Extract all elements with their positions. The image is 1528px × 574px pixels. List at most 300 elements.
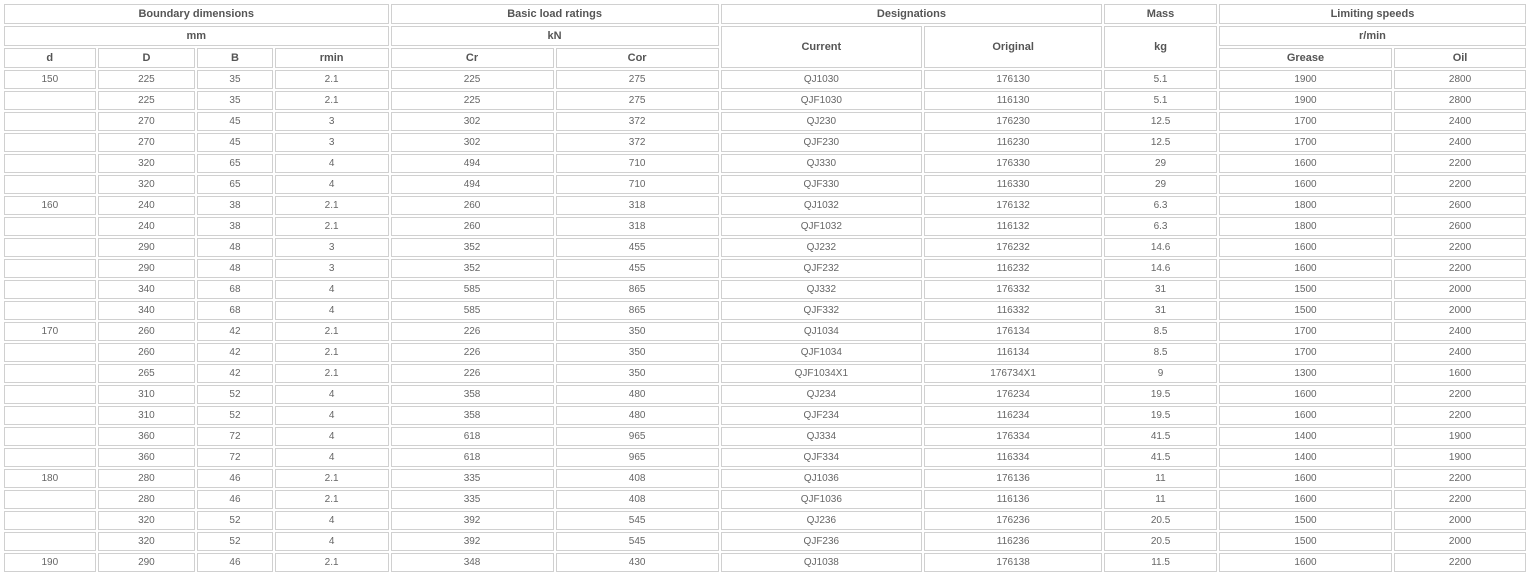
cell-cor: 275 (556, 91, 719, 110)
cell-B: 45 (197, 112, 272, 131)
table-row (4, 364, 1526, 383)
cell-mass: 8.5 (1104, 343, 1217, 362)
cell-rmin: 4 (275, 427, 389, 446)
cell-original: 116132 (924, 217, 1102, 236)
cell-cor: 865 (556, 301, 719, 320)
cell-cor: 372 (556, 112, 719, 131)
cell-original: 116330 (924, 175, 1102, 194)
cell-cor: 350 (556, 343, 719, 362)
cell-grease: 1400 (1219, 427, 1392, 446)
cell-B: 72 (197, 448, 272, 467)
cell-grease: 1600 (1219, 406, 1392, 425)
cell-B: 65 (197, 154, 272, 173)
cell-grease: 1700 (1219, 322, 1392, 341)
cell-current: QJ236 (721, 511, 922, 530)
table-row (4, 490, 1526, 509)
cell-d (4, 217, 96, 236)
cell-D: 225 (98, 70, 196, 89)
cell-oil: 2200 (1394, 385, 1526, 404)
cell-mass: 6.3 (1104, 196, 1217, 215)
cell-rmin: 4 (275, 406, 389, 425)
cell-d: 150 (4, 70, 96, 89)
cell-mass: 31 (1104, 280, 1217, 299)
cell-B: 52 (197, 532, 272, 551)
cell-D: 320 (98, 532, 196, 551)
cell-cr: 302 (391, 112, 554, 131)
cell-B: 48 (197, 259, 272, 278)
header-cor: Cor (556, 48, 719, 68)
cell-B: 42 (197, 322, 272, 341)
header-B: B (197, 48, 272, 68)
cell-current: QJF236 (721, 532, 922, 551)
cell-cr: 585 (391, 301, 554, 320)
cell-B: 52 (197, 385, 272, 404)
cell-oil: 2200 (1394, 406, 1526, 425)
header-boundary-dimensions: Boundary dimensions (4, 4, 389, 24)
cell-cr: 225 (391, 91, 554, 110)
cell-cor: 408 (556, 469, 719, 488)
cell-rmin: 4 (275, 175, 389, 194)
cell-current: QJF1034X1 (721, 364, 922, 383)
cell-D: 360 (98, 427, 196, 446)
cell-d: 180 (4, 469, 96, 488)
cell-original: 176230 (924, 112, 1102, 131)
cell-rmin: 2.1 (275, 217, 389, 236)
cell-original: 176232 (924, 238, 1102, 257)
cell-rmin: 2.1 (275, 70, 389, 89)
cell-cr: 225 (391, 70, 554, 89)
cell-current: QJ232 (721, 238, 922, 257)
cell-mass: 20.5 (1104, 511, 1217, 530)
cell-D: 320 (98, 154, 196, 173)
cell-current: QJF1032 (721, 217, 922, 236)
cell-mass: 31 (1104, 301, 1217, 320)
table-row (4, 280, 1526, 299)
cell-D: 360 (98, 448, 196, 467)
cell-mass: 19.5 (1104, 385, 1217, 404)
cell-cor: 372 (556, 133, 719, 152)
cell-cr: 226 (391, 343, 554, 362)
cell-d (4, 175, 96, 194)
cell-grease: 1900 (1219, 91, 1392, 110)
cell-oil: 1600 (1394, 364, 1526, 383)
cell-current: QJ334 (721, 427, 922, 446)
cell-current: QJF1034 (721, 343, 922, 362)
cell-D: 280 (98, 490, 196, 509)
cell-B: 42 (197, 343, 272, 362)
cell-cor: 965 (556, 448, 719, 467)
header-cr: Cr (391, 48, 554, 68)
cell-original: 116332 (924, 301, 1102, 320)
cell-cor: 480 (556, 385, 719, 404)
cell-current: QJF334 (721, 448, 922, 467)
cell-D: 225 (98, 91, 196, 110)
cell-mass: 41.5 (1104, 427, 1217, 446)
cell-mass: 29 (1104, 154, 1217, 173)
cell-mass: 11 (1104, 469, 1217, 488)
cell-current: QJ1036 (721, 469, 922, 488)
cell-oil: 2200 (1394, 469, 1526, 488)
cell-d (4, 280, 96, 299)
header-unit-kg: kg (1104, 26, 1217, 68)
cell-d (4, 406, 96, 425)
cell-oil: 2200 (1394, 154, 1526, 173)
cell-grease: 1600 (1219, 259, 1392, 278)
table-row (4, 322, 1526, 341)
cell-cr: 585 (391, 280, 554, 299)
cell-current: QJF1036 (721, 490, 922, 509)
table-row (4, 238, 1526, 257)
cell-D: 280 (98, 469, 196, 488)
cell-d (4, 259, 96, 278)
cell-original: 116130 (924, 91, 1102, 110)
cell-cr: 494 (391, 154, 554, 173)
cell-grease: 1800 (1219, 217, 1392, 236)
header-unit-rmin: r/min (1219, 26, 1526, 46)
cell-original: 116334 (924, 448, 1102, 467)
cell-grease: 1600 (1219, 175, 1392, 194)
cell-B: 46 (197, 553, 272, 572)
cell-rmin: 4 (275, 301, 389, 320)
cell-rmin: 2.1 (275, 322, 389, 341)
cell-current: QJF330 (721, 175, 922, 194)
cell-B: 38 (197, 217, 272, 236)
cell-cr: 618 (391, 427, 554, 446)
cell-grease: 1700 (1219, 133, 1392, 152)
cell-d (4, 133, 96, 152)
cell-grease: 1300 (1219, 364, 1392, 383)
table-row (4, 112, 1526, 131)
cell-cor: 710 (556, 154, 719, 173)
cell-original: 176136 (924, 469, 1102, 488)
cell-original: 176134 (924, 322, 1102, 341)
table-row (4, 259, 1526, 278)
cell-current: QJ1032 (721, 196, 922, 215)
cell-B: 35 (197, 91, 272, 110)
cell-d (4, 91, 96, 110)
cell-grease: 1500 (1219, 301, 1392, 320)
cell-cr: 358 (391, 385, 554, 404)
cell-current: QJ332 (721, 280, 922, 299)
cell-oil: 2800 (1394, 70, 1526, 89)
cell-original: 176132 (924, 196, 1102, 215)
cell-current: QJ234 (721, 385, 922, 404)
table-row (4, 301, 1526, 320)
cell-original: 176130 (924, 70, 1102, 89)
header-grease: Grease (1219, 48, 1392, 68)
cell-B: 52 (197, 511, 272, 530)
cell-oil: 2400 (1394, 133, 1526, 152)
table-row (4, 343, 1526, 362)
cell-B: 52 (197, 406, 272, 425)
cell-cor: 430 (556, 553, 719, 572)
cell-mass: 14.6 (1104, 238, 1217, 257)
cell-rmin: 2.1 (275, 490, 389, 509)
cell-cor: 480 (556, 406, 719, 425)
cell-d (4, 154, 96, 173)
cell-rmin: 4 (275, 280, 389, 299)
cell-rmin: 4 (275, 154, 389, 173)
cell-B: 72 (197, 427, 272, 446)
cell-oil: 2200 (1394, 259, 1526, 278)
cell-cor: 350 (556, 322, 719, 341)
cell-current: QJF230 (721, 133, 922, 152)
cell-B: 65 (197, 175, 272, 194)
cell-mass: 12.5 (1104, 133, 1217, 152)
cell-current: QJ1038 (721, 553, 922, 572)
cell-D: 260 (98, 343, 196, 362)
cell-mass: 19.5 (1104, 406, 1217, 425)
cell-original: 116230 (924, 133, 1102, 152)
cell-mass: 8.5 (1104, 322, 1217, 341)
cell-cr: 392 (391, 511, 554, 530)
cell-D: 240 (98, 217, 196, 236)
cell-D: 260 (98, 322, 196, 341)
cell-rmin: 2.1 (275, 469, 389, 488)
cell-current: QJ1030 (721, 70, 922, 89)
cell-mass: 11.5 (1104, 553, 1217, 572)
cell-original: 176330 (924, 154, 1102, 173)
cell-grease: 1900 (1219, 70, 1392, 89)
header-mass: Mass (1104, 4, 1217, 24)
table-row (4, 196, 1526, 215)
cell-grease: 1500 (1219, 532, 1392, 551)
cell-grease: 1600 (1219, 553, 1392, 572)
cell-D: 270 (98, 133, 196, 152)
cell-mass: 12.5 (1104, 112, 1217, 131)
cell-cor: 318 (556, 217, 719, 236)
cell-original: 176334 (924, 427, 1102, 446)
table-row (4, 385, 1526, 404)
cell-current: QJF232 (721, 259, 922, 278)
cell-grease: 1800 (1219, 196, 1392, 215)
cell-original: 176332 (924, 280, 1102, 299)
cell-rmin: 4 (275, 385, 389, 404)
cell-mass: 20.5 (1104, 532, 1217, 551)
cell-D: 310 (98, 385, 196, 404)
cell-original: 116136 (924, 490, 1102, 509)
cell-B: 46 (197, 469, 272, 488)
cell-oil: 2000 (1394, 301, 1526, 320)
header-original: Original (924, 26, 1102, 68)
cell-oil: 2600 (1394, 217, 1526, 236)
header-basic-load-ratings: Basic load ratings (391, 4, 719, 24)
cell-rmin: 3 (275, 133, 389, 152)
cell-d (4, 385, 96, 404)
cell-oil: 2000 (1394, 280, 1526, 299)
cell-d (4, 238, 96, 257)
cell-B: 68 (197, 301, 272, 320)
cell-d (4, 532, 96, 551)
header-D: D (98, 48, 196, 68)
cell-oil: 2400 (1394, 322, 1526, 341)
cell-original: 176236 (924, 511, 1102, 530)
header-unit-kn: kN (391, 26, 719, 46)
cell-cr: 358 (391, 406, 554, 425)
cell-mass: 5.1 (1104, 70, 1217, 89)
table-row (4, 427, 1526, 446)
cell-current: QJ1034 (721, 322, 922, 341)
cell-current: QJF1030 (721, 91, 922, 110)
cell-D: 320 (98, 511, 196, 530)
table-row (4, 511, 1526, 530)
cell-grease: 1600 (1219, 154, 1392, 173)
cell-B: 68 (197, 280, 272, 299)
cell-D: 290 (98, 238, 196, 257)
table-row (4, 448, 1526, 467)
table-row (4, 70, 1526, 89)
cell-cor: 408 (556, 490, 719, 509)
cell-D: 290 (98, 259, 196, 278)
bearing-spec-table (2, 2, 1528, 574)
cell-rmin: 3 (275, 238, 389, 257)
table-row (4, 175, 1526, 194)
cell-rmin: 2.1 (275, 364, 389, 383)
cell-grease: 1700 (1219, 343, 1392, 362)
table-row (4, 154, 1526, 173)
cell-rmin: 4 (275, 532, 389, 551)
cell-rmin: 2.1 (275, 343, 389, 362)
cell-cor: 545 (556, 511, 719, 530)
cell-oil: 2600 (1394, 196, 1526, 215)
cell-oil: 1900 (1394, 427, 1526, 446)
cell-current: QJF234 (721, 406, 922, 425)
cell-d: 190 (4, 553, 96, 572)
table-row (4, 532, 1526, 551)
cell-grease: 1600 (1219, 469, 1392, 488)
header-d: d (4, 48, 96, 68)
cell-D: 340 (98, 280, 196, 299)
header-current: Current (721, 26, 922, 68)
cell-mass: 9 (1104, 364, 1217, 383)
table-row (4, 553, 1526, 572)
cell-cr: 392 (391, 532, 554, 551)
cell-rmin: 2.1 (275, 91, 389, 110)
cell-oil: 2800 (1394, 91, 1526, 110)
cell-d: 170 (4, 322, 96, 341)
cell-B: 38 (197, 196, 272, 215)
cell-current: QJ230 (721, 112, 922, 131)
header-designations: Designations (721, 4, 1103, 24)
cell-D: 290 (98, 553, 196, 572)
cell-grease: 1500 (1219, 280, 1392, 299)
cell-cor: 545 (556, 532, 719, 551)
cell-cor: 710 (556, 175, 719, 194)
cell-cr: 226 (391, 322, 554, 341)
cell-B: 48 (197, 238, 272, 257)
table-row (4, 406, 1526, 425)
cell-oil: 2200 (1394, 553, 1526, 572)
cell-rmin: 4 (275, 511, 389, 530)
cell-original: 116232 (924, 259, 1102, 278)
cell-d: 160 (4, 196, 96, 215)
cell-grease: 1600 (1219, 385, 1392, 404)
cell-rmin: 4 (275, 448, 389, 467)
cell-rmin: 3 (275, 112, 389, 131)
cell-cr: 618 (391, 448, 554, 467)
cell-d (4, 427, 96, 446)
cell-oil: 2200 (1394, 490, 1526, 509)
cell-oil: 2400 (1394, 112, 1526, 131)
cell-oil: 2200 (1394, 238, 1526, 257)
cell-current: QJF332 (721, 301, 922, 320)
cell-mass: 41.5 (1104, 448, 1217, 467)
header-unit-mm: mm (4, 26, 389, 46)
cell-cor: 455 (556, 238, 719, 257)
cell-d (4, 343, 96, 362)
header-oil: Oil (1394, 48, 1526, 68)
cell-grease: 1500 (1219, 511, 1392, 530)
cell-d (4, 112, 96, 131)
cell-cor: 350 (556, 364, 719, 383)
cell-original: 116236 (924, 532, 1102, 551)
cell-original: 176234 (924, 385, 1102, 404)
cell-rmin: 3 (275, 259, 389, 278)
cell-grease: 1700 (1219, 112, 1392, 131)
cell-B: 46 (197, 490, 272, 509)
cell-grease: 1600 (1219, 238, 1392, 257)
cell-d (4, 490, 96, 509)
cell-B: 45 (197, 133, 272, 152)
cell-mass: 29 (1104, 175, 1217, 194)
cell-B: 42 (197, 364, 272, 383)
cell-rmin: 2.1 (275, 553, 389, 572)
cell-oil: 2000 (1394, 511, 1526, 530)
cell-D: 340 (98, 301, 196, 320)
cell-D: 270 (98, 112, 196, 131)
table-row (4, 217, 1526, 236)
cell-cr: 335 (391, 490, 554, 509)
cell-original: 116134 (924, 343, 1102, 362)
cell-cor: 455 (556, 259, 719, 278)
cell-cr: 494 (391, 175, 554, 194)
cell-oil: 2200 (1394, 175, 1526, 194)
cell-original: 176138 (924, 553, 1102, 572)
cell-cor: 275 (556, 70, 719, 89)
header-rmin: rmin (275, 48, 389, 68)
cell-cor: 965 (556, 427, 719, 446)
cell-cr: 352 (391, 238, 554, 257)
table-row (4, 133, 1526, 152)
cell-cr: 226 (391, 364, 554, 383)
cell-oil: 2000 (1394, 532, 1526, 551)
cell-rmin: 2.1 (275, 196, 389, 215)
cell-oil: 1900 (1394, 448, 1526, 467)
cell-cor: 865 (556, 280, 719, 299)
cell-cr: 260 (391, 196, 554, 215)
cell-grease: 1600 (1219, 490, 1392, 509)
cell-d (4, 448, 96, 467)
cell-mass: 14.6 (1104, 259, 1217, 278)
cell-grease: 1400 (1219, 448, 1392, 467)
cell-original: 116234 (924, 406, 1102, 425)
cell-d (4, 364, 96, 383)
cell-original: 176734X1 (924, 364, 1102, 383)
cell-cr: 260 (391, 217, 554, 236)
cell-oil: 2400 (1394, 343, 1526, 362)
cell-D: 240 (98, 196, 196, 215)
cell-d (4, 301, 96, 320)
cell-mass: 11 (1104, 490, 1217, 509)
table-body (4, 70, 1526, 572)
table-row (4, 91, 1526, 110)
cell-mass: 6.3 (1104, 217, 1217, 236)
cell-d (4, 511, 96, 530)
cell-mass: 5.1 (1104, 91, 1217, 110)
cell-cr: 335 (391, 469, 554, 488)
cell-current: QJ330 (721, 154, 922, 173)
cell-cr: 348 (391, 553, 554, 572)
